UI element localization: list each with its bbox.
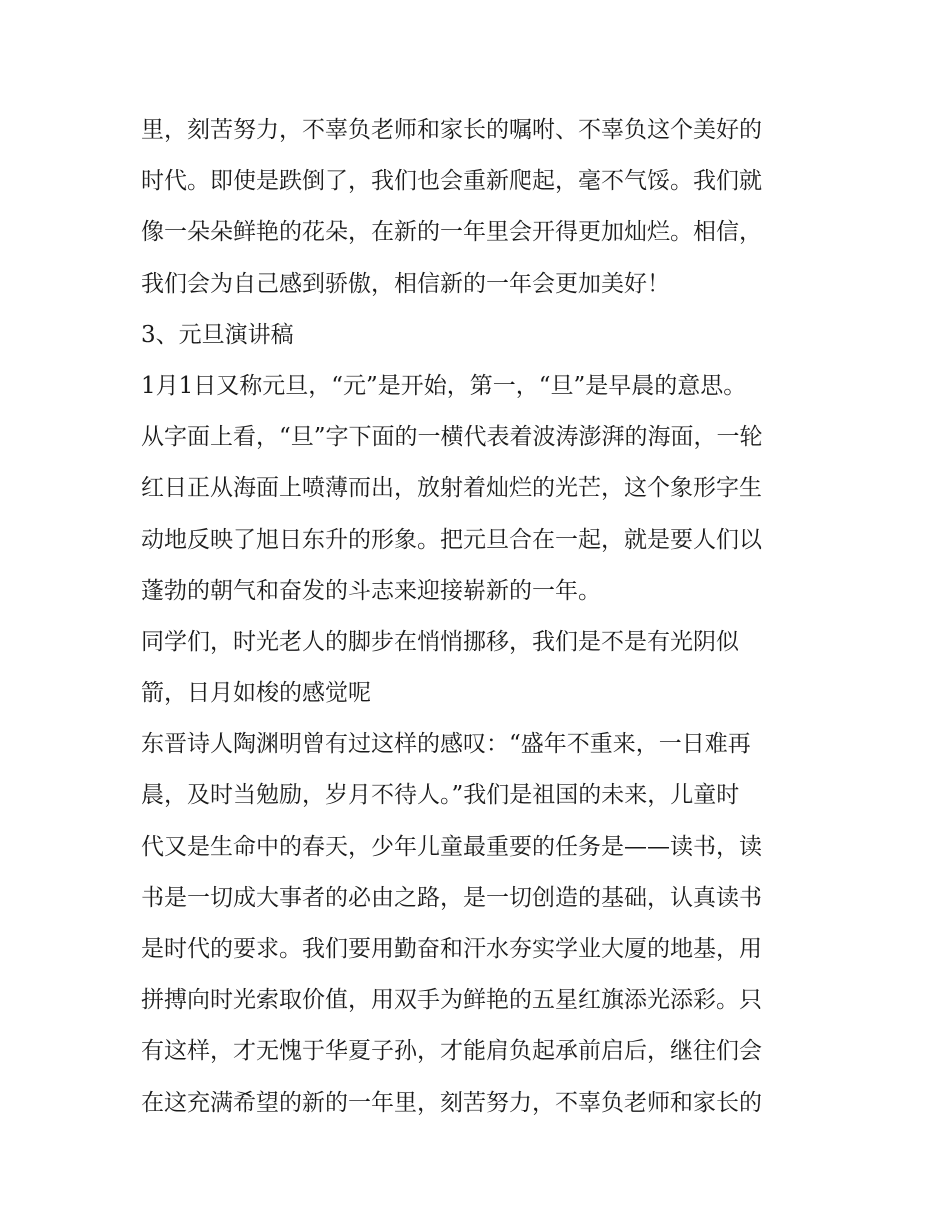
text-line: 时代。即使是跌倒了，我们也会重新爬起，毫不气馁。我们就 [141, 168, 762, 195]
text-line: 箭，日月如梭的感觉呢 [141, 680, 371, 707]
text-line: 在这充满希望的新的一年里，刻苦努力，不辜负老师和家长的 [141, 1089, 762, 1116]
text-line: 1月1日又称元旦，“元”是开始，第一，“旦”是早晨的意思。 [141, 372, 747, 399]
text-line: 蓬勃的朝气和奋发的斗志来迎接崭新的一年。 [141, 577, 601, 604]
text-line: 从字面上看，“旦”字下面的一横代表着波涛澎湃的海面，一轮 [141, 424, 763, 451]
text-line: 我们会为自己感到骄傲，相信新的一年会更加美好！ [141, 270, 670, 297]
text-line: 书是一切成大事者的必由之路，是一切创造的基础，认真读书 [141, 884, 762, 911]
text-line: 像一朵朵鲜艳的花朵，在新的一年里会开得更加灿烂。相信， [141, 219, 762, 246]
text-line: 东晋诗人陶渊明曾有过这样的感叹：“盛年不重来，一日难再 [141, 731, 751, 758]
document-body [141, 105, 821, 1129]
text-line: 是时代的要求。我们要用勤奋和汗水夯实学业大厦的地基，用 [141, 936, 762, 962]
text-line: 代又是生命中的春天，少年儿童最重要的任务是——读书，读 [141, 833, 762, 860]
text-line: 有这样，才无愧于华夏子孙，才能肩负起承前启后，继往们会 [141, 1038, 762, 1065]
text-line: 红日正从海面上喷薄而出，放射着灿烂的光芒，这个象形字生 [141, 475, 762, 502]
text-line: 同学们，时光老人的脚步在悄悄挪移，我们是不是有光阴似 [141, 628, 739, 655]
section-heading: 3、元旦演讲稿 [141, 321, 294, 348]
text-line: 拼搏向时光索取价值，用双手为鲜艳的五星红旗添光添彩。只 [141, 987, 762, 1014]
text-line: 里，刻苦努力，不辜负老师和家长的嘱咐、不辜负这个美好的 [141, 117, 762, 143]
text-line: 动地反映了旭日东升的形象。把元旦合在一起，就是要人们以 [141, 526, 762, 553]
text-line: 晨，及时当勉励，岁月不待人。”我们是祖国的未来，儿童时 [141, 782, 740, 809]
